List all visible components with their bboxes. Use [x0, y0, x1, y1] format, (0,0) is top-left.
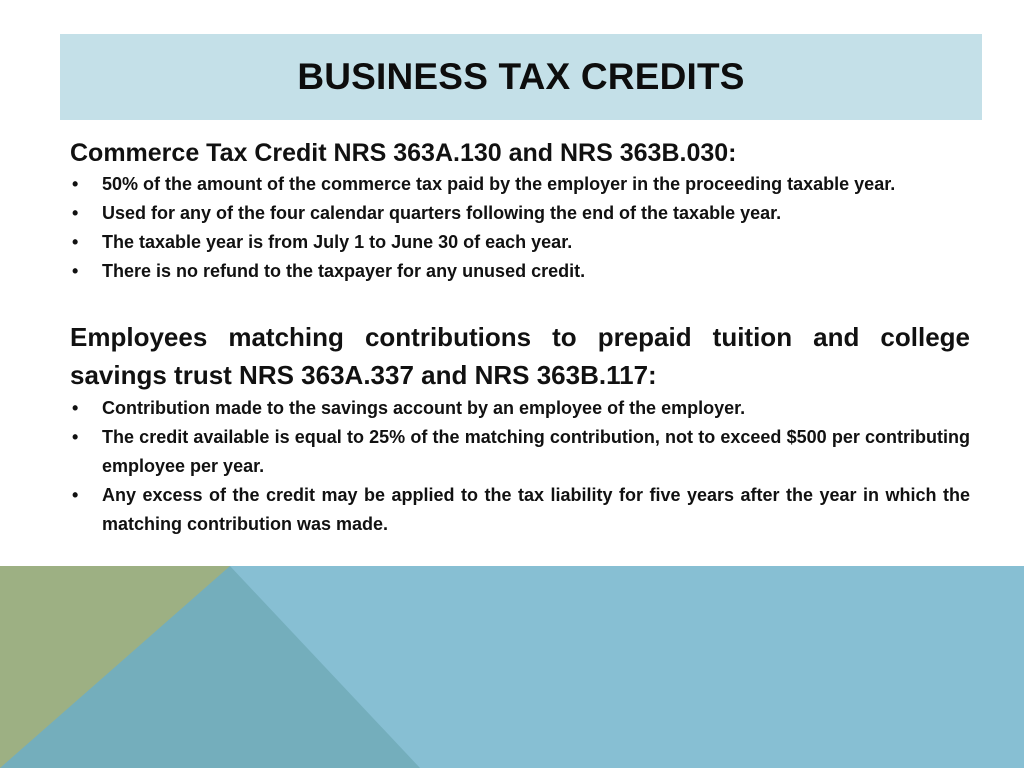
- bullet-icon: •: [72, 261, 79, 281]
- bullet-icon: •: [72, 174, 79, 194]
- bullet-text: The taxable year is from July 1 to June 30 of each year.: [102, 232, 573, 252]
- bullet-icon: •: [72, 427, 79, 447]
- slide-title: BUSINESS TAX CREDITS: [297, 56, 745, 97]
- bullet-icon: •: [72, 232, 79, 252]
- bullet-item: [70, 257, 970, 286]
- bullet-list: [70, 170, 970, 286]
- bullet-text: 50% of the amount of the commerce tax paid by the employer in the proceeding taxable year.: [102, 174, 896, 194]
- bullet-text: Used for any of the four calendar quarters following the end of the taxable year.: [102, 203, 782, 223]
- bullet-text: The credit available is equal to 25% of the matching contribution, not to exceed $500 per contributing employee per year.: [102, 427, 970, 476]
- bullet-item: [70, 423, 970, 481]
- bullet-text: Contribution made to the savings account by an employee of the employer.: [102, 398, 746, 418]
- section-heading: Commerce Tax Credit NRS 363A.130 and NRS 363B.030:: [70, 139, 737, 167]
- decorative-footer-band: [0, 566, 1024, 768]
- bullet-text: There is no refund to the taxpayer for any unused credit.: [102, 261, 586, 281]
- bullet-text: Any excess of the credit may be applied to the tax liability for five years after the year in which the matching contribution was made.: [102, 485, 970, 534]
- bullet-icon: •: [72, 203, 79, 223]
- bullet-item: [70, 228, 970, 257]
- section-spacer: [70, 286, 970, 318]
- slide-body: [70, 136, 970, 539]
- section-matching-contributions: [70, 318, 970, 539]
- bullet-item: [70, 199, 970, 228]
- bullet-item: [70, 394, 970, 423]
- bullet-icon: •: [72, 485, 79, 505]
- bullet-list: [70, 394, 970, 539]
- section-heading: Employees matching contributions to prepaid tuition and college savings trust NRS 363A.337 and NRS 363B.117:: [70, 322, 970, 390]
- bullet-item: [70, 170, 970, 199]
- title-banner: [60, 34, 982, 120]
- section-commerce-tax-credit: [70, 136, 970, 286]
- bullet-icon: •: [72, 398, 79, 418]
- bullet-item: [70, 481, 970, 539]
